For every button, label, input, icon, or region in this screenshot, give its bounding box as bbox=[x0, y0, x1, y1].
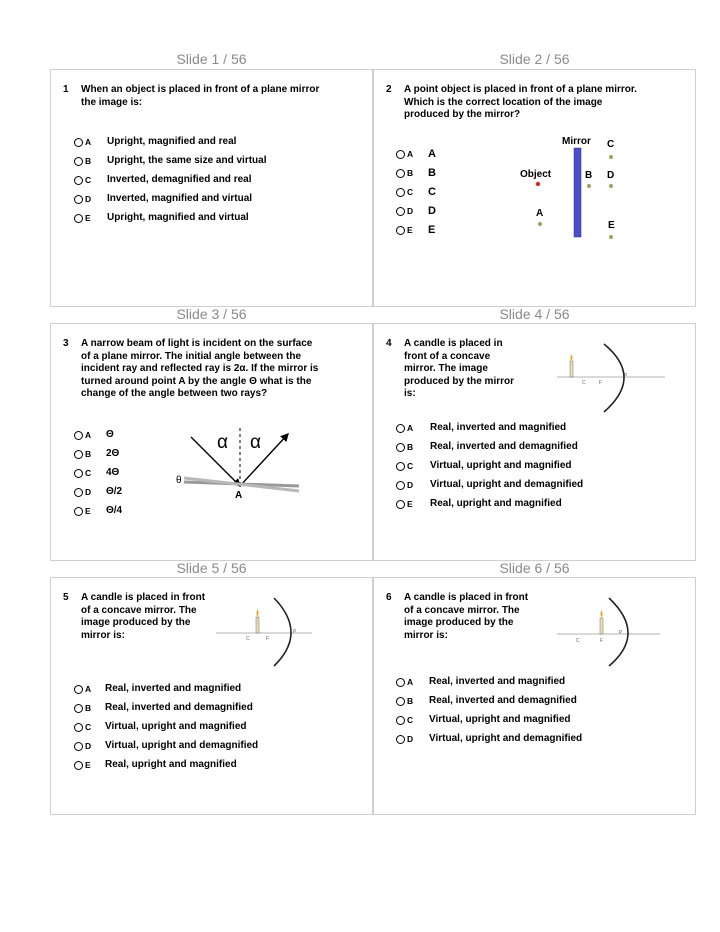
radio-icon[interactable] bbox=[74, 469, 83, 478]
point-a-label: A bbox=[536, 208, 544, 219]
question-number: 3 bbox=[63, 338, 69, 349]
question-text: A candle is placed in front of a concave mirror. The image produced by the mirror is: bbox=[404, 338, 515, 400]
radio-icon[interactable] bbox=[396, 443, 405, 452]
slide-1: 1 When an object is placed in front of a plane mirror the image is: A Upright, magnified and real B Upright, the same size and virtual C Inverted, demagnified and real D Inverted, magnified and virtual E Upright, magnified and virtual bbox=[50, 69, 373, 307]
radio-icon[interactable] bbox=[74, 138, 83, 147]
plane-mirror-figure bbox=[514, 133, 634, 243]
radio-icon[interactable] bbox=[396, 188, 405, 197]
radio-icon[interactable] bbox=[74, 488, 83, 497]
f-label: F bbox=[599, 380, 603, 386]
slide-3: 3 A narrow beam of light is incident on the surface of a plane mirror. The initial angle between the incident ray and reflected ray is 2α. If the mirror is turned around point A by the angle Θ what is the change of the angle between two rays? A Θ B 2Θ C 4Θ D Θ/2 E Θ/4 α α θ A bbox=[50, 323, 373, 561]
p-label: P bbox=[624, 373, 628, 379]
mirror-bar bbox=[574, 148, 581, 237]
question-number: 4 bbox=[386, 338, 392, 349]
alpha-right: α bbox=[250, 432, 261, 453]
radio-icon[interactable] bbox=[74, 723, 83, 732]
slide-1-label: Slide 1 / 56 bbox=[176, 51, 247, 67]
p-label: P bbox=[293, 629, 297, 635]
f-label: F bbox=[600, 638, 604, 644]
candle-body bbox=[256, 617, 259, 633]
slide-6-label: Slide 6 / 56 bbox=[499, 560, 570, 576]
radio-icon[interactable] bbox=[396, 150, 405, 159]
radio-icon[interactable] bbox=[74, 704, 83, 713]
candle-body bbox=[570, 361, 573, 377]
radio-icon[interactable] bbox=[74, 195, 83, 204]
radio-icon[interactable] bbox=[74, 176, 83, 185]
slide-5-label: Slide 5 / 56 bbox=[176, 560, 247, 576]
slide-5: 5 A candle is placed in front of a concave mirror. The image produced by the mirror is: C F P A Real, inverted and magnified B Real, inverted and demagnified C Virtual, upright and magnified D Virtual, upright and demagnified E Real, upright and magnified bbox=[50, 577, 373, 815]
point-e bbox=[609, 235, 613, 239]
radio-icon[interactable] bbox=[396, 481, 405, 490]
point-e-label: E bbox=[608, 220, 615, 231]
question-text: A candle is placed in front of a concave mirror. The image produced by the mirror is: bbox=[81, 592, 206, 641]
question-number: 1 bbox=[63, 84, 69, 95]
radio-icon[interactable] bbox=[396, 169, 405, 178]
candle-body bbox=[600, 618, 603, 634]
radio-icon[interactable] bbox=[396, 226, 405, 235]
radio-icon[interactable] bbox=[74, 214, 83, 223]
alpha-left: α bbox=[217, 432, 228, 453]
reflected-ray bbox=[240, 434, 288, 486]
mirror-label: Mirror bbox=[562, 136, 591, 147]
c-label: C bbox=[576, 638, 580, 644]
radio-icon[interactable] bbox=[74, 685, 83, 694]
slide-4: 4 A candle is placed in front of a concave mirror. The image produced by the mirror is: C F P A Real, inverted and magnified B Real, inverted and demagnified C Virtual, upright and magnified D Virtual, upright and demagnified E Real, upright and magnified bbox=[373, 323, 696, 561]
radio-icon[interactable] bbox=[396, 424, 405, 433]
question-text: When an object is placed in front of a plane mirror the image is: bbox=[81, 84, 320, 108]
object-label: Object bbox=[520, 169, 552, 180]
candle-flame bbox=[601, 610, 603, 618]
question-text: A narrow beam of light is incident on the surface of a plane mirror. The initial angle between the incident ray and reflected ray is 2α. If the mirror is turned around point A by the angle Θ what is the change of the angle between two rays? bbox=[81, 338, 319, 400]
radio-icon[interactable] bbox=[74, 507, 83, 516]
object-point bbox=[536, 182, 540, 186]
candle-flame bbox=[257, 609, 259, 617]
point-a-label: A bbox=[235, 490, 243, 501]
theta-label: θ bbox=[176, 475, 182, 486]
point-c bbox=[609, 155, 613, 159]
c-label: C bbox=[582, 380, 586, 386]
question-number: 6 bbox=[386, 592, 392, 603]
point-c-label: C bbox=[607, 139, 615, 150]
concave-mirror bbox=[604, 344, 624, 412]
slide-2: 2 A point object is placed in front of a plane mirror. Which is the correct location of the image produced by the mirror? A A B B C C D D E E Mirror Object C B D A E bbox=[373, 69, 696, 307]
radio-icon[interactable] bbox=[396, 462, 405, 471]
slide-4-label: Slide 4 / 56 bbox=[499, 306, 570, 322]
slide-3-label: Slide 3 / 56 bbox=[176, 306, 247, 322]
point-b-label: B bbox=[585, 170, 593, 181]
slide-2-label: Slide 2 / 56 bbox=[499, 51, 570, 67]
radio-icon[interactable] bbox=[396, 735, 405, 744]
question-number: 5 bbox=[63, 592, 69, 603]
c-label: C bbox=[246, 636, 250, 642]
radio-icon[interactable] bbox=[396, 678, 405, 687]
f-label: F bbox=[266, 636, 270, 642]
question-number: 2 bbox=[386, 84, 392, 95]
radio-icon[interactable] bbox=[396, 207, 405, 216]
point-d bbox=[609, 184, 613, 188]
point-b bbox=[587, 184, 591, 188]
slide-6: 6 A candle is placed in front of a concave mirror. The image produced by the mirror is: C F P A Real, inverted and magnified B Real, inverted and demagnified C Virtual, upright and magnified D Virtual, upright and demagnified bbox=[373, 577, 696, 815]
concave-mirror bbox=[274, 598, 291, 666]
radio-icon[interactable] bbox=[74, 450, 83, 459]
concave-mirror-figure bbox=[216, 594, 316, 670]
rotated-mirror-figure bbox=[175, 424, 305, 504]
radio-icon[interactable] bbox=[396, 716, 405, 725]
question-text: A point object is placed in front of a plane mirror. Which is the correct location of the image produced by the mirror? bbox=[404, 84, 637, 121]
radio-icon[interactable] bbox=[74, 742, 83, 751]
concave-mirror-figure bbox=[557, 342, 669, 418]
candle-flame bbox=[571, 354, 573, 361]
point-a bbox=[538, 222, 542, 226]
radio-icon[interactable] bbox=[74, 431, 83, 440]
concave-mirror-figure bbox=[557, 594, 662, 670]
radio-icon[interactable] bbox=[74, 157, 83, 166]
point-d-label: D bbox=[607, 170, 615, 181]
radio-icon[interactable] bbox=[74, 761, 83, 770]
question-text: A candle is placed in front of a concave mirror. The image produced by the mirror is: bbox=[404, 592, 529, 641]
p-label: P bbox=[619, 630, 623, 636]
radio-icon[interactable] bbox=[396, 500, 405, 509]
radio-icon[interactable] bbox=[396, 697, 405, 706]
